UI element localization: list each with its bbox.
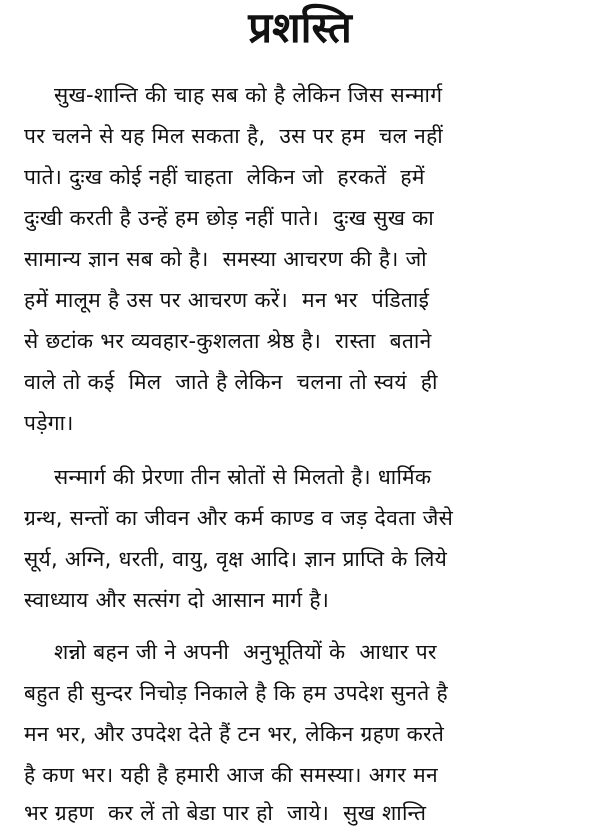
paragraph-1-line-4: दुःखी करती है उन्हें हम छोड़ नहीं पाते। दुःख सुख का	[24, 206, 435, 230]
paragraph-2-line-1: सन्मार्ग की प्रेरणा तीन स्रोतों से मिलतो है। धार्मिक	[54, 465, 432, 489]
paragraph-3-line-5: भर ग्रहण कर लें तो बेडा पार हो जाये। सुख शान्ति	[24, 801, 427, 825]
paragraph-1-line-1: सुख-शान्ति की चाह सब को है लेकिन जिस सन्मार्ग	[54, 83, 443, 107]
paragraph-2-line-4: स्वाध्याय और सत्संग दो आसान मार्ग है।	[24, 588, 330, 612]
paragraph-1-line-3: पाते। दुःख कोई नहीं चाहता लेकिन जो हरकतें हमें	[24, 165, 425, 189]
paragraph-3-line-1: शन्नो बहन जी ने अपनी अनुभूतियों के आधार पर	[54, 640, 437, 664]
paragraph-3-line-2: बहुत ही सुन्दर निचोड़ निकाले है कि हम उपदेश सुनते है	[24, 681, 448, 705]
paragraph-1-line-5: सामान्य ज्ञान सब को है। समस्या आचरण की है। जो	[24, 247, 427, 271]
page-title: प्रशस्ति	[248, 3, 352, 52]
paragraph-2-line-2: ग्रन्थ, सन्तों का जीवन और कर्म काण्ड व जड़ देवता जैसे	[24, 506, 454, 530]
paragraph-1-line-8: वाले तो कई मिल जाते है लेकिन चलना तो स्वयं ही	[24, 370, 438, 394]
paragraph-3-line-3: मन भर, और उपदेश देते हैं टन भर, लेकिन ग्रहण करते	[24, 722, 445, 746]
paragraph-2-line-3: सूर्य, अग्नि, धरती, वायु, वृक्ष आदि। ज्ञान प्राप्ति के लिये	[24, 547, 448, 571]
paragraph-3-line-4: है कण भर। यही है हमारी आज की समस्या। अगर मन	[24, 763, 438, 787]
paragraph-1-line-6: हमें मालूम है उस पर आचरण करें। मन भर पंडिताई	[24, 288, 430, 312]
paragraph-1-line-7: से छटांक भर व्यवहार-कुशलता श्रेष्ठ है। रास्ता बताने	[24, 329, 432, 353]
paragraph-1-line-9: पड़ेगा।	[24, 411, 74, 435]
paragraph-1-line-2: पर चलने से यह मिल सकता है, उस पर हम चल नहीं	[24, 124, 443, 148]
